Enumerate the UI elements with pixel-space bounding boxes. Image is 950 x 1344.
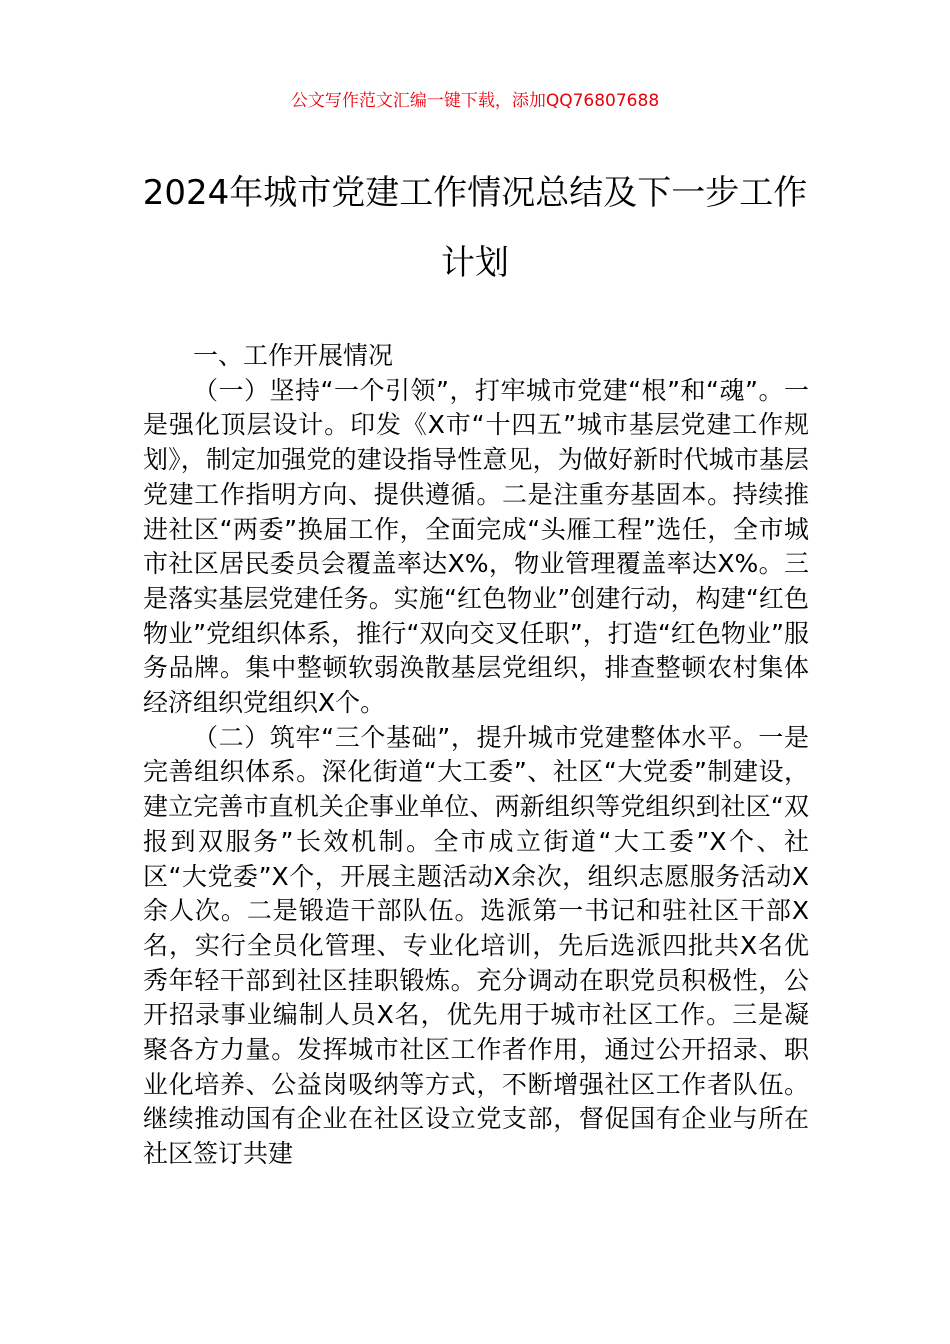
download-promo-header: 公文写作范文汇编一键下载，添加QQ76807688 [290, 91, 660, 111]
paragraph-1: （一）坚持“一个引领”，打牢城市党建“根”和“魂”。一是强化顶层设计。印发《X市“十四五”城市基层党建工作规划》，制定加强党的建设指导性意见，为做好新时代城市基层党建工作指明方向、提供遵循。二是注重夯基固本。持续推进社区“两委”换届工作，全面完成“头雁工程”选任，全市城市社区居民委员会覆盖率达X%，物业管理覆盖率达X%。三是落实基层党建任务。实施“红色物业”创建行动，构建“红色物业”党组织体系，推行“双向交叉任职”，打造“红色物业”服务品牌。集中整顿软弱涣散基层党组织，排查整顿农村集体经济组织党组织X个。 [143, 375, 809, 718]
document-body [143, 339, 809, 1172]
document-title: 2024年城市党建工作情况总结及下一步工作计划 [142, 173, 808, 283]
section-heading: 一、工作开展情况 [193, 341, 394, 370]
paragraph-2: （二）筑牢“三个基础”，提升城市党建整体水平。一是完善组织体系。深化街道“大工委”、社区“大党委”制建设，建立完善市直机关企事业单位、两新组织等党组织到社区“双报到双服务”长效机制。全市成立街道“大工委”X个、社区“大党委”X个，开展主题活动X余次，组织志愿服务活动X余人次。二是锻造干部队伍。选派第一书记和驻社区干部X名，实行全员化管理、专业化培训，先后选派四批共X名优秀年轻干部到社区挂职锻炼。充分调动在职党员积极性，公开招录事业编制人员X名，优先用于城市社区工作。三是凝聚各方力量。发挥城市社区工作者作用，通过公开招录、职业化培养、公益岗吸纳等方式，不断增强社区工作者队伍。继续推动国有企业在社区设立党支部，督促国有企业与所在社区签订共建 [143, 722, 809, 1169]
